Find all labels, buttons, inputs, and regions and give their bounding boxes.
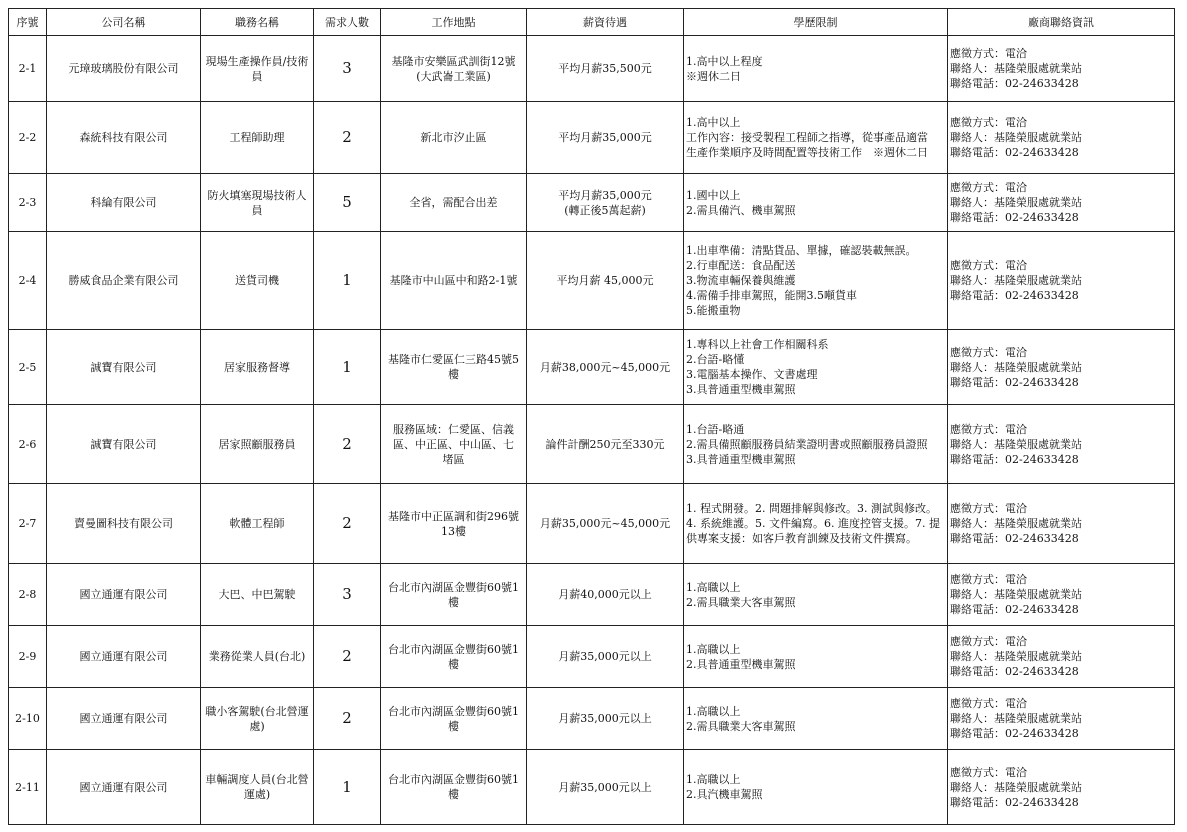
- header-salary: 薪資待遇: [527, 9, 684, 36]
- salary-line: 平均月薪 45,000元: [556, 274, 654, 287]
- requirements: [684, 750, 948, 825]
- contact-info-line: 聯絡人：基隆榮服處就業站: [950, 588, 1082, 601]
- requirements-line: 2.需具職業大客車駕照: [686, 595, 796, 609]
- salary-line: (轉正後5萬起薪): [564, 203, 646, 217]
- company-name: 國立通運有限公司: [47, 626, 201, 688]
- requirements: [684, 626, 948, 688]
- contact-info-line: 聯絡人：基隆榮服處就業站: [950, 274, 1082, 287]
- job-title: 居家服務督導: [201, 330, 314, 405]
- salary: [527, 102, 684, 174]
- job-title: 防火填塞現場技術人員: [201, 174, 314, 232]
- work-location-line: 新北市汐止區: [420, 131, 487, 144]
- row-number: 2-9: [9, 626, 47, 688]
- table-row: [9, 232, 1175, 330]
- row-number: 2-10: [9, 688, 47, 750]
- work-location-line: 區、中正區、中山區、七: [393, 437, 514, 451]
- table-row: [9, 330, 1175, 405]
- table-row: [9, 688, 1175, 750]
- company-name: 森統科技有限公司: [47, 102, 201, 174]
- job-title: 居家照顧服務員: [201, 405, 314, 484]
- contact-info-line: 應徵方式：電洽: [950, 635, 1027, 648]
- requirements: [684, 330, 948, 405]
- contact-info-line: 應徵方式：電洽: [950, 573, 1027, 586]
- requirements-line: ※週休二日: [686, 69, 741, 83]
- requirements-line: 1.高職以上: [686, 580, 741, 594]
- requirements: [684, 102, 948, 174]
- salary: [527, 484, 684, 564]
- table-row: [9, 102, 1175, 174]
- table-row: [9, 564, 1175, 626]
- contact-info-line: 應徵方式：電洽: [950, 765, 1027, 779]
- salary: [527, 750, 684, 825]
- salary: [527, 174, 684, 232]
- company-name: 誠寶有限公司: [47, 330, 201, 405]
- salary-line: 月薪35,000元~45,000元: [539, 517, 671, 530]
- contact-info-line: 聯絡電話：02-24633428: [950, 77, 1079, 90]
- requirements-line: 3.具普通重型機車駕照: [686, 452, 796, 466]
- contact-info-line: 聯絡人：基隆榮服處就業站: [950, 360, 1082, 374]
- table-row: [9, 484, 1175, 564]
- work-location-line: (大武崙工業區): [416, 69, 491, 83]
- contact-info: [948, 750, 1175, 825]
- requirements-line: 3.電腦基本操作、文書處理: [686, 368, 818, 381]
- contact-info-line: 應徵方式：電洽: [950, 422, 1027, 436]
- requirements: [684, 405, 948, 484]
- requirements-line: 2.具汽機車駕照: [686, 788, 763, 801]
- work-location-line: 基隆市中正區調和街296號: [388, 509, 519, 523]
- contact-info: [948, 688, 1175, 750]
- contact-info: [948, 174, 1175, 232]
- row-number: 2-6: [9, 405, 47, 484]
- contact-info-line: 聯絡人：基隆榮服處就業站: [950, 712, 1082, 725]
- requirements-line: 2.需具備汽、機車駕照: [686, 203, 796, 217]
- contact-info-line: 聯絡電話：02-24633428: [950, 146, 1079, 159]
- requirements: [684, 36, 948, 102]
- work-location: [381, 484, 527, 564]
- header-location: 工作地點: [381, 9, 527, 36]
- contact-info-line: 應徵方式：電洽: [950, 259, 1027, 272]
- contact-info-line: 應徵方式：電洽: [950, 502, 1027, 515]
- row-number: 2-3: [9, 174, 47, 232]
- work-location: [381, 330, 527, 405]
- contact-info: [948, 564, 1175, 626]
- headcount: 3: [314, 564, 381, 626]
- contact-info-line: 應徵方式：電洽: [950, 181, 1027, 194]
- requirements: [684, 688, 948, 750]
- requirements-line: 1.高中以上程度: [686, 54, 763, 68]
- requirements-line: 供專案支援：如客戶教育訓練及技術文件撰寫。: [686, 532, 917, 545]
- work-location-line: 樓: [448, 368, 459, 381]
- company-name: 國立通運有限公司: [47, 750, 201, 825]
- salary-line: 平均月薪35,500元: [558, 62, 652, 75]
- requirements-line: 1.專科以上社會工作相關科系: [686, 338, 829, 351]
- job-title: 業務從業人員(台北): [201, 626, 314, 688]
- requirements-line: 1.高職以上: [686, 773, 741, 786]
- job-title: 送貨司機: [201, 232, 314, 330]
- header-no: 序號: [9, 9, 47, 36]
- requirements-line: 1. 程式開發。2. 問題排解與修改。3. 測試與修改。: [686, 502, 937, 515]
- work-location: [381, 688, 527, 750]
- contact-info-line: 聯絡電話：02-24633428: [950, 452, 1079, 466]
- header-company: 公司名稱: [47, 9, 201, 36]
- headcount: 5: [314, 174, 381, 232]
- headcount: 2: [314, 484, 381, 564]
- header-count: 需求人數: [314, 9, 381, 36]
- requirements-line: 1.高中以上: [686, 116, 741, 129]
- job-title: 軟體工程師: [201, 484, 314, 564]
- salary: [527, 330, 684, 405]
- contact-info-line: 聯絡人：基隆榮服處就業站: [950, 196, 1082, 209]
- contact-info-line: 聯絡電話：02-24633428: [950, 795, 1079, 809]
- company-name: 元璋玻璃股份有限公司: [47, 36, 201, 102]
- contact-info-line: 應徵方式：電洽: [950, 345, 1027, 359]
- work-location-line: 樓: [448, 657, 459, 671]
- table-row: [9, 405, 1175, 484]
- job-title: 職小客駕駛(台北營運處): [201, 688, 314, 750]
- headcount: 1: [314, 232, 381, 330]
- requirements-line: 1.出車準備：清點貨品、單據，確認裝載無誤。: [686, 244, 917, 257]
- salary: [527, 405, 684, 484]
- contact-info: [948, 484, 1175, 564]
- contact-info: [948, 405, 1175, 484]
- headcount: 2: [314, 626, 381, 688]
- work-location: [381, 405, 527, 484]
- salary: [527, 564, 684, 626]
- salary-line: 論件計酬250元至330元: [545, 437, 665, 451]
- table-row: [9, 174, 1175, 232]
- salary-line: 月薪35,000元以上: [558, 780, 652, 794]
- contact-info-line: 聯絡人：基隆榮服處就業站: [950, 437, 1082, 451]
- requirements: [684, 232, 948, 330]
- headcount: 2: [314, 102, 381, 174]
- headcount: 2: [314, 405, 381, 484]
- company-name: 科綸有限公司: [47, 174, 201, 232]
- work-location-line: 基隆市中山區中和路2-1號: [389, 274, 518, 287]
- table-row: [9, 750, 1175, 825]
- salary-line: 月薪35,000元以上: [558, 712, 652, 725]
- header-title: 職務名稱: [201, 9, 314, 36]
- row-number: 2-7: [9, 484, 47, 564]
- work-location-line: 樓: [448, 595, 459, 609]
- contact-info-line: 聯絡人：基隆榮服處就業站: [950, 131, 1082, 144]
- requirements-line: 2.具普通重型機車駕照: [686, 657, 796, 671]
- company-name: 勝威食品企業有限公司: [47, 232, 201, 330]
- requirements-line: 1.國中以上: [686, 188, 741, 202]
- contact-info-line: 聯絡電話：02-24633428: [950, 603, 1079, 616]
- contact-info-line: 聯絡人：基隆榮服處就業站: [950, 62, 1082, 75]
- work-location-line: 台北市內湖區金豐街60號1: [388, 580, 519, 594]
- work-location-line: 全省，需配合出差: [409, 196, 498, 209]
- job-listing-table: [8, 8, 1175, 825]
- contact-info: [948, 232, 1175, 330]
- contact-info-line: 應徵方式：電洽: [950, 116, 1027, 129]
- work-location: [381, 102, 527, 174]
- company-name: 賣曼圖科技有限公司: [47, 484, 201, 564]
- salary-line: 月薪35,000元以上: [558, 650, 652, 663]
- contact-info-line: 應徵方式：電洽: [950, 47, 1027, 60]
- contact-info-line: 聯絡電話：02-24633428: [950, 532, 1079, 545]
- work-location-line: 樓: [448, 719, 459, 733]
- headcount: 1: [314, 750, 381, 825]
- company-name: 國立通運有限公司: [47, 688, 201, 750]
- contact-info-line: 聯絡人：基隆榮服處就業站: [950, 517, 1082, 530]
- contact-info: [948, 330, 1175, 405]
- requirements-line: 2.需具職業大客車駕照: [686, 719, 796, 733]
- job-title: 車輛調度人員(台北營運處): [201, 750, 314, 825]
- work-location: [381, 36, 527, 102]
- salary: [527, 626, 684, 688]
- contact-info-line: 聯絡電話：02-24633428: [950, 375, 1079, 389]
- requirements: [684, 564, 948, 626]
- header-contact: 廠商聯絡資訊: [948, 9, 1175, 36]
- salary-line: 平均月薪35,000元: [558, 188, 652, 202]
- work-location-line: 基隆市仁愛區仁三路45號5: [388, 353, 519, 366]
- row-number: 2-8: [9, 564, 47, 626]
- table-row: [9, 626, 1175, 688]
- job-title: 現場生產操作員/技術員: [201, 36, 314, 102]
- contact-info-line: 聯絡電話：02-24633428: [950, 211, 1079, 224]
- header-requirements: 學歷限制: [684, 9, 948, 36]
- contact-info: [948, 102, 1175, 174]
- row-number: 2-2: [9, 102, 47, 174]
- row-number: 2-4: [9, 232, 47, 330]
- work-location-line: 台北市內湖區金豐街60號1: [388, 704, 519, 718]
- requirements: [684, 174, 948, 232]
- table-row: [9, 36, 1175, 102]
- job-title: 工程師助理: [201, 102, 314, 174]
- work-location: [381, 174, 527, 232]
- salary-line: 月薪40,000元以上: [558, 588, 652, 601]
- contact-info-line: 聯絡電話：02-24633428: [950, 289, 1079, 302]
- salary: [527, 232, 684, 330]
- row-number: 2-1: [9, 36, 47, 102]
- work-location: [381, 232, 527, 330]
- contact-info: [948, 626, 1175, 688]
- contact-info-line: 聯絡電話：02-24633428: [950, 665, 1079, 678]
- contact-info: [948, 36, 1175, 102]
- work-location: [381, 564, 527, 626]
- salary-line: 平均月薪35,000元: [558, 131, 652, 144]
- row-number: 2-11: [9, 750, 47, 825]
- headcount: 2: [314, 688, 381, 750]
- requirements-line: 2.需具備照顧服務員結業證明書或照顧服務員證照: [686, 437, 928, 451]
- headcount: 3: [314, 36, 381, 102]
- requirements: [684, 484, 948, 564]
- requirements-line: 工作內容：接受製程工程師之指導，從事產品適當: [686, 131, 928, 144]
- company-name: 誠寶有限公司: [47, 405, 201, 484]
- contact-info-line: 聯絡電話：02-24633428: [950, 727, 1079, 740]
- work-location-line: 樓: [448, 788, 459, 801]
- requirements-line: 1.高職以上: [686, 642, 741, 656]
- headcount: 1: [314, 330, 381, 405]
- work-location-line: 堵區: [442, 452, 465, 466]
- company-name: 國立通運有限公司: [47, 564, 201, 626]
- requirements-line: 1.高職以上: [686, 704, 741, 718]
- row-number: 2-5: [9, 330, 47, 405]
- contact-info-line: 應徵方式：電洽: [950, 697, 1027, 710]
- salary: [527, 36, 684, 102]
- table-header-row: [9, 9, 1175, 36]
- contact-info-line: 聯絡人：基隆榮服處就業站: [950, 650, 1082, 663]
- requirements-line: 3.具普通重型機車駕照: [686, 383, 796, 396]
- requirements-line: 3.物流車輛保養與維護: [686, 274, 796, 287]
- job-title: 大巴、中巴駕駛: [201, 564, 314, 626]
- requirements-line: 4. 系統維護。5. 文件編寫。6. 進度控管支援。7. 提: [686, 517, 940, 530]
- requirements-line: 5.能搬重物: [686, 304, 741, 317]
- work-location-line: 13樓: [441, 524, 466, 538]
- requirements-line: 2.行車配送：食品配送: [686, 259, 796, 272]
- work-location-line: 台北市內湖區金豐街60號1: [388, 642, 519, 656]
- work-location-line: 台北市內湖區金豐街60號1: [388, 773, 519, 786]
- work-location: [381, 750, 527, 825]
- contact-info-line: 聯絡人：基隆榮服處就業站: [950, 780, 1082, 794]
- salary: [527, 688, 684, 750]
- work-location: [381, 626, 527, 688]
- requirements-line: 4.需備手排車駕照，能開3.5噸貨車: [686, 289, 857, 302]
- work-location-line: 基隆市安樂區武訓街12號: [391, 54, 516, 68]
- requirements-line: 生產作業順序及時間配置等技術工作 ※週休二日: [686, 146, 928, 159]
- work-location-line: 服務區域：仁愛區、信義: [393, 422, 514, 436]
- requirements-line: 2.台語-略懂: [686, 353, 745, 366]
- salary-line: 月薪38,000元~45,000元: [539, 360, 671, 374]
- requirements-line: 1.台語-略通: [686, 422, 745, 436]
